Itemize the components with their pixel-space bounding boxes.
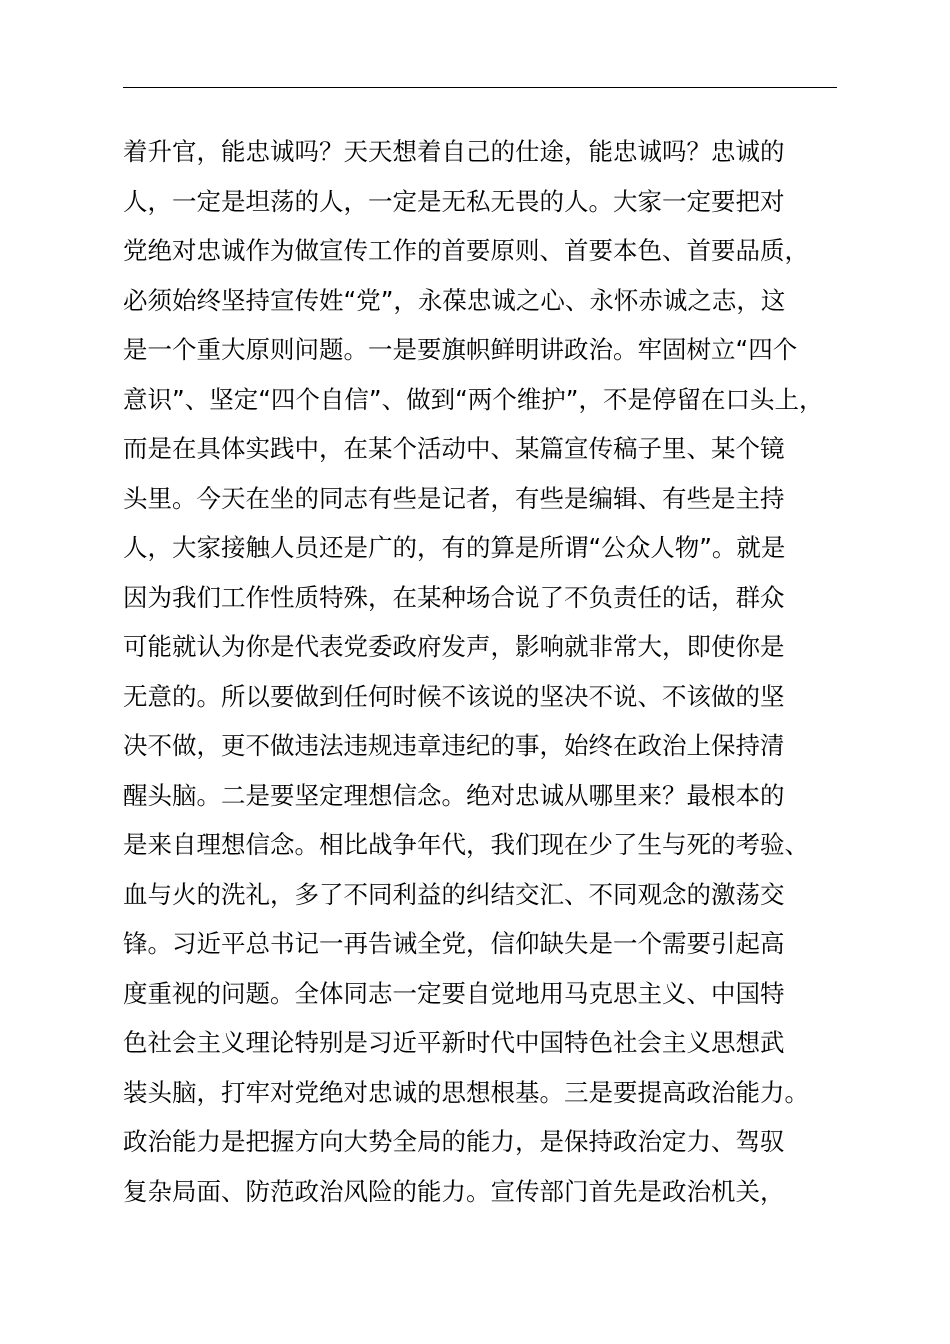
text-line: 装头脑，打牢对党绝对忠诚的思想根基。三是要提高政治能力。 xyxy=(123,1077,809,1107)
text-line: 是一个重大原则问题。一是要旗帜鲜明讲政治。牢固树立“四个 xyxy=(123,335,798,364)
text-line: 是来自理想信念。相比战争年代，我们现在少了生与死的考验、 xyxy=(123,830,809,859)
text-line: 而是在具体实践中，在某个活动中、某篇宣传稿子里、某个镜 xyxy=(123,434,785,463)
header-rule xyxy=(123,87,837,88)
text-line: 醒头脑。二是要坚定理想信念。绝对忠诚从哪里来？最根本的 xyxy=(123,780,785,810)
text-line: 因为我们工作性质特殊，在某种场合说了不负责任的话，群众 xyxy=(123,582,785,612)
text-line: 可能就认为你是代表党委政府发声，影响就非常大，即使你是 xyxy=(123,632,785,661)
text-line: 度重视的问题。全体同志一定要自觉地用马克思主义、中国特 xyxy=(123,978,785,1008)
text-line: 必须始终坚持宣传姓“党”，永葆忠诚之心、永怀赤诚之志，这 xyxy=(123,285,786,315)
text-line: 意识”、坚定“四个自信”、做到“两个维护”，不是停留在口头上， xyxy=(123,384,824,414)
text-line: 血与火的洗礼，多了不同利益的纠结交汇、不同观念的激荡交 xyxy=(123,879,785,909)
document-body xyxy=(123,127,883,1216)
text-line: 政治能力是把握方向大势全局的能力，是保持政治定力、驾驭 xyxy=(123,1127,785,1156)
text-line: 着升官，能忠诚吗？天天想着自己的仕途，能忠诚吗？忠诚的 xyxy=(123,137,785,166)
text-line: 头里。今天在坐的同志有些是记者，有些是编辑、有些是主持 xyxy=(123,483,785,513)
text-line: 锋。习近平总书记一再告诫全党，信仰缺失是一个需要引起高 xyxy=(123,929,785,958)
text-line: 色社会主义理论特别是习近平新时代中国特色社会主义思想武 xyxy=(123,1028,785,1057)
text-line: 人，一定是坦荡的人，一定是无私无畏的人。大家一定要把对 xyxy=(123,186,785,216)
text-line: 人，大家接触人员还是广的，有的算是所谓“公众人物”。就是 xyxy=(123,533,786,562)
text-line: 无意的。所以要做到任何时候不该说的坚决不说、不该做的坚 xyxy=(123,681,785,711)
text-line: 决不做，更不做违法违规违章违纪的事，始终在政治上保持清 xyxy=(123,731,785,760)
text-line: 党绝对忠诚作为做宣传工作的首要原则、首要本色、首要品质， xyxy=(123,236,809,265)
text-line: 复杂局面、防范政治风险的能力。宣传部门首先是政治机关， xyxy=(123,1176,785,1206)
